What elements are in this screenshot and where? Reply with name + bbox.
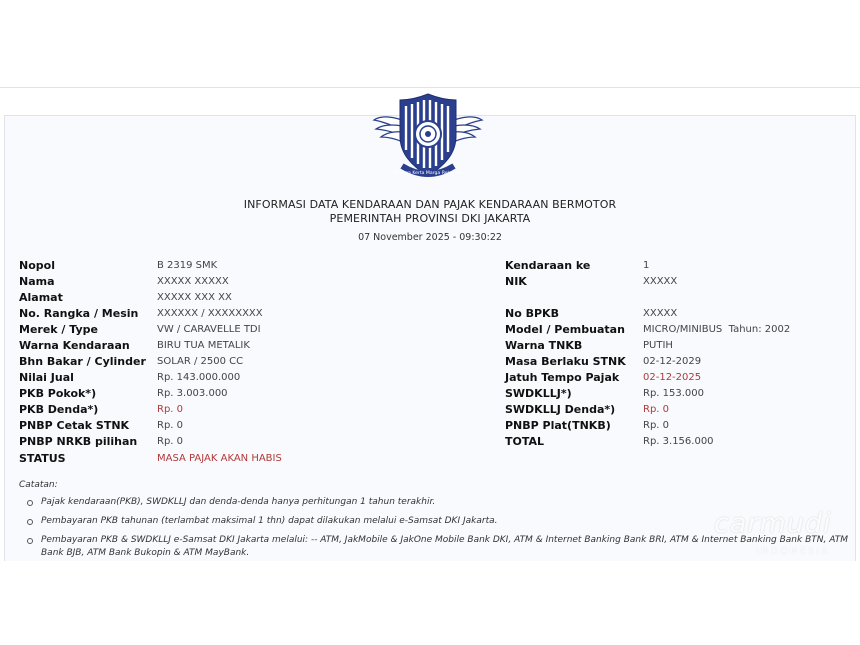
field-label: Warna TNKB [505, 339, 583, 352]
field-value: Rp. 153.000 [643, 388, 705, 399]
field-label: SWDKLLJ*) [505, 387, 572, 400]
field-label: No. Rangka / Mesin [19, 307, 139, 320]
field-label: SWDKLLJ Denda*) [505, 403, 616, 416]
field-value: MICRO/MINIBUS Tahun: 2002 [643, 324, 791, 335]
status-badge: MASA PAJAK AKAN HABIS [157, 453, 282, 464]
field-label: PKB Pokok*) [19, 387, 97, 400]
field-value: 02-12-2025 [643, 372, 702, 383]
page-title: INFORMASI DATA KENDARAAN DAN PAJAK KENDARAAN BERMOTOR [243, 198, 617, 211]
field-value: SOLAR / 2500 CC [157, 356, 244, 367]
field-value: BIRU TUA METALIK [157, 340, 250, 351]
field-label: Alamat [19, 291, 63, 304]
top-divider [0, 87, 860, 88]
notes-title: Catatan: [19, 480, 58, 490]
field-value: XXXXX [643, 276, 678, 287]
field-value: Rp. 143.000.000 [157, 372, 241, 383]
watermark-sub: INDONESIA [756, 546, 830, 557]
field-value: XXXXX XXX XX [157, 292, 232, 303]
field-value: Rp. 3.003.000 [157, 388, 228, 399]
field-label: Kendaraan ke [505, 259, 591, 272]
field-label: PKB Denda*) [19, 403, 99, 416]
field-value: Rp. 0 [157, 404, 184, 415]
field-label: Jatuh Tempo Pajak [505, 371, 620, 384]
field-value: Rp. 0 [157, 436, 184, 447]
list-item: Pajak kendaraan(PKB), SWDKLLJ dan denda-denda hanya perhitungan 1 tahun terakhir. [41, 496, 849, 509]
field-value: 02-12-2029 [643, 356, 702, 367]
field-label: NIK [505, 275, 527, 288]
field-label: STATUS [19, 452, 66, 465]
field-label: Model / Pembuatan [505, 323, 625, 336]
timestamp: 07 November 2025 - 09:30:22 [358, 232, 502, 243]
field-value: Rp. 0 [643, 420, 670, 431]
field-label: Nilai Jual [19, 371, 74, 384]
field-label: PNBP NRKB pilihan [19, 435, 138, 448]
field-label: PNBP Plat(TNKB) [505, 419, 611, 432]
logo-motto: Dharma Kerta Marga Reksyaka [392, 171, 464, 176]
list-item: Pembayaran PKB tahunan (terlambat maksimal 1 thn) dapat dilakukan melalui e-Samsat DKI Jakarta. [41, 515, 849, 528]
field-value: XXXXX [643, 308, 678, 319]
field-label: Warna Kendaraan [19, 339, 130, 352]
field-label: Nama [19, 275, 55, 288]
field-value: VW / CARAVELLE TDI [157, 324, 261, 335]
field-label: PNBP Cetak STNK [19, 419, 130, 432]
page-subtitle: PEMERINTAH PROVINSI DKI JAKARTA [329, 212, 531, 225]
field-label: Nopol [19, 259, 55, 272]
field-value: Rp. 0 [157, 420, 184, 431]
field-label: TOTAL [505, 435, 545, 448]
watermark-brand: carmudi [714, 508, 832, 539]
field-label: Bhn Bakar / Cylinder [19, 355, 146, 368]
police-emblem-icon [372, 92, 484, 184]
field-label: Merek / Type [19, 323, 98, 336]
field-value: XXXXXX / XXXXXXXX [157, 308, 263, 319]
field-label: Masa Berlaku STNK [505, 355, 626, 368]
field-label: No BPKB [505, 307, 559, 320]
field-value: B 2319 SMK [157, 260, 218, 271]
carmudi-watermark [690, 508, 850, 563]
list-item: Pembayaran PKB & SWDKLLJ e-Samsat DKI Jakarta melalui: -- ATM, JakMobile & JakOne Mobile Bank DKI, ATM & Internet Banking Bank BRI, ATM & Internet Banking Bank BTN, ATM Bank BJB, ATM Bank Bukopin & ATM MayBank. [41, 535, 848, 558]
total-value: Rp. 3.156.000 [643, 436, 714, 447]
field-value: XXXXX XXXXX [157, 276, 229, 287]
field-value: Rp. 0 [643, 404, 670, 415]
field-value: PUTIH [643, 340, 673, 351]
field-value: 1 [643, 260, 650, 271]
